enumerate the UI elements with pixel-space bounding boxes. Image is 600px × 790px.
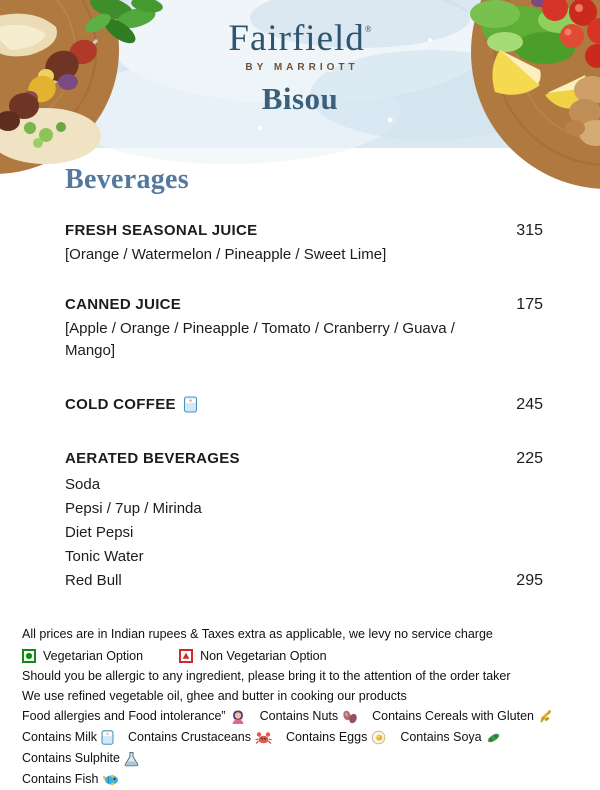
- sub-item: Soda: [65, 476, 101, 493]
- allergen-label: Contains Sulphite: [22, 751, 120, 765]
- sub-item: Red Bull: [65, 572, 122, 589]
- item-name: COLD COFFEE: [65, 396, 176, 413]
- item-description: [Apple / Orange / Pineapple / Tomato / Cranberry / Guava / Mango]: [65, 320, 455, 359]
- section-title: Beverages: [65, 164, 189, 195]
- allergy-note: Should you be allergic to any ingredient, please bring it to the attention of the order taker: [22, 669, 511, 683]
- item-price: 225: [516, 450, 543, 467]
- allergen-label: Contains Cereals with Gluten: [372, 709, 535, 723]
- registered-mark: ®: [364, 24, 372, 34]
- soya-icon: [486, 731, 501, 745]
- fish-icon: [102, 773, 119, 787]
- sub-item: Tonic Water: [65, 548, 144, 565]
- prices-note: All prices are in Indian rupees & Taxes extra as applicable, we levy no service charge: [22, 627, 493, 641]
- sub-item: Diet Pepsi: [65, 524, 134, 541]
- oil-note: We use refined vegetable oil, ghee and butter in cooking our products: [22, 689, 407, 703]
- veg-label: Vegetarian Option: [43, 648, 144, 663]
- allergy-intro: Food allergies and Food intolerance”: [22, 709, 226, 723]
- menu-item-aerated-beverages: [65, 450, 543, 593]
- allergen-label: Contains Milk: [22, 730, 98, 744]
- allergen-line-1: [22, 706, 594, 727]
- item-name: CANNED JUICE: [65, 296, 182, 313]
- veg-icon: [22, 649, 36, 663]
- item-description: [Orange / Watermelon / Pineapple / Sweet Lime]: [65, 246, 387, 263]
- brand-logo: Fairfield®: [228, 18, 372, 59]
- item-name: AERATED BEVERAGES: [65, 450, 240, 467]
- wheat-icon: [538, 709, 554, 724]
- item-price: 295: [516, 572, 543, 589]
- allergen-line-3: [22, 769, 594, 790]
- item-price: 315: [516, 222, 543, 239]
- allergen-label: Contains Soya: [400, 730, 482, 744]
- crab-icon: [255, 731, 272, 745]
- person-icon: [230, 709, 246, 725]
- menu-content: [0, 164, 600, 593]
- allergen-label: Contains Fish: [22, 772, 99, 786]
- nuts-icon: [342, 710, 358, 724]
- milk-glass-icon: [183, 396, 198, 413]
- veg-legend: [22, 646, 594, 666]
- nonveg-icon: [179, 649, 193, 663]
- nonveg-label: Non Vegetarian Option: [200, 648, 327, 663]
- item-price: 175: [516, 296, 543, 313]
- milk-glass-icon: [101, 730, 114, 745]
- footer-notes: [22, 624, 594, 790]
- allergen-label: Contains Nuts: [259, 709, 339, 723]
- header-banner: [0, 0, 600, 148]
- brand-sub-logo: BY MARRIOTT: [245, 62, 359, 73]
- flask-icon: [124, 751, 139, 767]
- item-name: FRESH SEASONAL JUICE: [65, 222, 258, 239]
- allergen-label: Contains Eggs: [286, 730, 368, 744]
- allergen-line-2: [22, 727, 594, 769]
- allergen-label: Contains Crustaceans: [128, 730, 252, 744]
- egg-icon: [371, 730, 386, 745]
- restaurant-name: Bisou: [261, 81, 339, 116]
- sub-item: Pepsi / 7up / Mirinda: [65, 500, 202, 517]
- menu-item-fresh-seasonal-juice: [65, 222, 543, 266]
- menu-item-cold-coffee: [65, 396, 543, 414]
- menu-item-canned-juice: [65, 296, 543, 362]
- item-price: 245: [516, 396, 543, 413]
